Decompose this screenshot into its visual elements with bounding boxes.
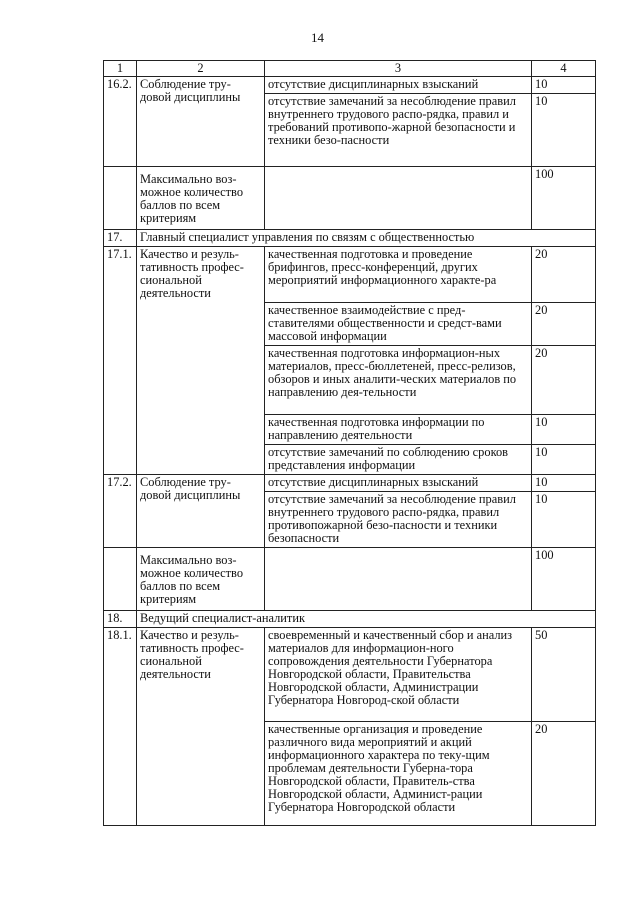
indicator-text: качественная подготовка информацион-ных материалов, пресс-бюллетеней, пресс-релизов, обзоров и иных аналити-ческих материалов по направлению дея-тельности	[265, 346, 532, 415]
criterion-name: Соблюдение тру- довой дисциплины	[137, 77, 265, 167]
criterion-number: 17.1.	[104, 247, 137, 475]
section-title: Ведущий специалист-аналитик	[137, 611, 596, 628]
section-title: Главный специалист управления по связям с общественностью	[137, 230, 596, 247]
max-score-label: Максимально воз-можное количество баллов по всем критериям	[137, 167, 265, 230]
table-row	[104, 77, 596, 94]
indicator-score: 10	[532, 492, 596, 548]
indicator-text: качественная подготовка информации по направлению деятельности	[265, 415, 532, 445]
header-cell-3: 3	[265, 61, 532, 77]
indicator-score: 10	[532, 77, 596, 94]
section-row	[104, 230, 596, 247]
criterion-number: 18.1.	[104, 628, 137, 826]
section-number: 17.	[104, 230, 137, 247]
indicator-text: своевременный и качественный сбор и анализ материалов для информацион-ного сопровождения деятельности Губернатора Новгородской области, Правительства Новгородской области, Администрации Губернатора Новгород-ской области	[265, 628, 532, 722]
indicator-score: 20	[532, 247, 596, 303]
indicator-text: отсутствие дисциплинарных взысканий	[265, 475, 532, 492]
criterion-number: 17.2.	[104, 475, 137, 548]
criterion-name: Качество и резуль-тативность профес-сиональной деятельности	[137, 628, 265, 826]
indicator-score: 10	[532, 94, 596, 167]
empty-cell	[265, 167, 532, 230]
header-cell-2: 2	[137, 61, 265, 77]
criterion-number: 16.2.	[104, 77, 137, 167]
indicator-text: отсутствие замечаний за несоблюдение правил внутреннего трудового распо-рядка, правил и требований противопо-жарной безопасности и техники безо-пасности	[265, 94, 532, 167]
indicator-score: 10	[532, 415, 596, 445]
criterion-name: Качество и резуль-тативность профес-сиональной деятельности	[137, 247, 265, 475]
max-score-value: 100	[532, 548, 596, 611]
table-row	[104, 628, 596, 722]
page-number: 14	[311, 30, 324, 45]
indicator-score: 10	[532, 475, 596, 492]
table-row	[104, 247, 596, 303]
indicator-text: отсутствие замечаний по соблюдению сроков представления информации	[265, 445, 532, 475]
max-score-value: 100	[532, 167, 596, 230]
empty-cell	[104, 167, 137, 230]
table-row	[104, 548, 596, 611]
indicator-text: отсутствие замечаний за несоблюдение правил внутреннего трудового распо-рядка, правил противопожарной безо-пасности и техники безопасности	[265, 492, 532, 548]
empty-cell	[265, 548, 532, 611]
section-row	[104, 611, 596, 628]
empty-cell	[104, 548, 137, 611]
section-number: 18.	[104, 611, 137, 628]
indicator-text: качественное взаимодействие с пред-ставителями общественности и средст-вами массовой информации	[265, 303, 532, 346]
criteria-table	[103, 60, 596, 826]
indicator-score: 50	[532, 628, 596, 722]
indicator-score: 20	[532, 722, 596, 826]
indicator-score: 20	[532, 346, 596, 415]
indicator-score: 10	[532, 445, 596, 475]
header-cell-1: 1	[104, 61, 137, 77]
indicator-text: отсутствие дисциплинарных взысканий	[265, 77, 532, 94]
indicator-text: качественные организация и проведение различного вида мероприятий и акций информационного характера по теку-щим проблемам деятельности Губерна-тора Новгородской области, Правитель-ства Новгородской области, Админист-рации Губернатора Новгородской области	[265, 722, 532, 826]
max-score-label: Максимально воз-можное количество баллов по всем критериям	[137, 548, 265, 611]
table-row	[104, 475, 596, 492]
header-cell-4: 4	[532, 61, 596, 77]
table-row	[104, 167, 596, 230]
indicator-text: качественная подготовка и проведение брифингов, пресс-конференций, других мероприятий информационного характе-ра	[265, 247, 532, 303]
criterion-name: Соблюдение тру- довой дисциплины	[137, 475, 265, 548]
indicator-score: 20	[532, 303, 596, 346]
table-header-row	[104, 61, 596, 77]
